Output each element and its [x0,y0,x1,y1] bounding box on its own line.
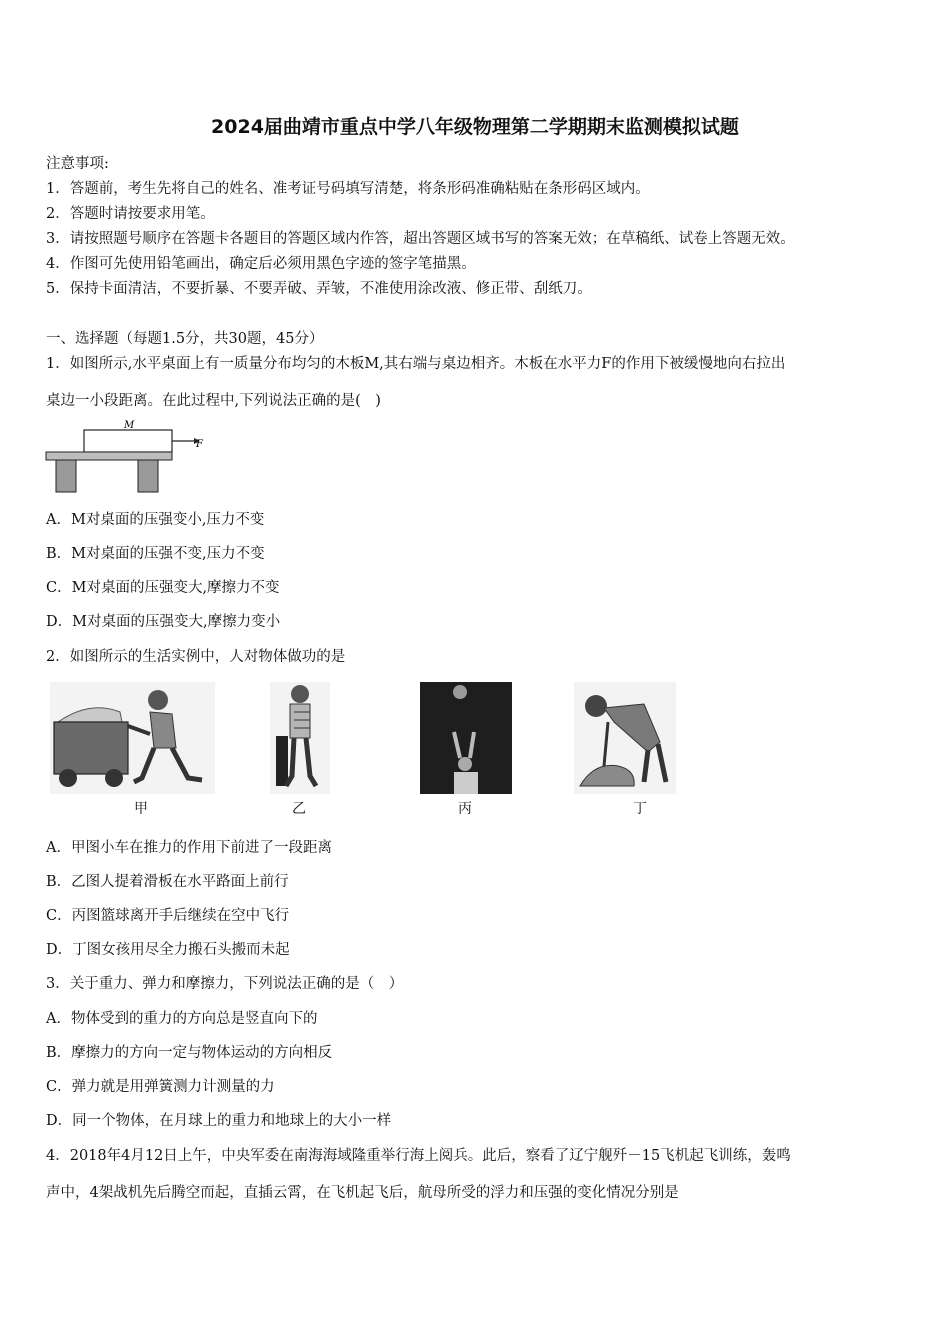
notice-item: 2．答题时请按要求用笔。 [46,206,215,222]
q3-option-c: C．弹力就是用弹簧测力计测量的力 [46,1079,275,1095]
q2-stem: 2．如图所示的生活实例中，人对物体做功的是 [46,649,346,665]
notice-item: 3．请按照题号顺序在答题卡各题目的答题区域内作答，超出答题区域书写的答案无效；在草稿纸、试卷上答题无效。 [46,231,795,247]
q3-option-d: D．同一个物体，在月球上的重力和地球上的大小一样 [46,1113,392,1129]
q1-option-b: B．M对桌面的压强不变,压力不变 [46,546,265,562]
q2-option-b: B．乙图人提着滑板在水平路面上前行 [46,874,289,890]
q1-stem-line2: 桌边一小段距离。在此过程中,下列说法正确的是( ) [46,393,381,409]
q3-stem: 3．关于重力、弹力和摩擦力，下列说法正确的是（ ） [46,976,404,992]
board-label: M [124,420,135,431]
notice-item: 1．答题前，考生先将自己的姓名、准考证号码填写清楚，将条形码准确粘贴在条形码区域内。 [46,181,650,197]
board-rect [84,430,172,452]
notice-heading: 注意事项: [46,156,109,172]
q4-stem-line1: 4．2018年4月12日上午，中央军委在南海海域隆重举行海上阅兵。此后，察看了辽宁舰歼－15飞机起飞训练，轰鸣 [46,1148,791,1164]
notice-item: 5．保持卡面清洁，不要折暴、不要弄破、弄皱，不准使用涂改液、修正带、刮纸刀。 [46,281,592,297]
q1-option-c: C．M对桌面的压强变大,摩擦力不变 [46,580,280,596]
q2-option-d: D．丁图女孩用尽全力搬石头搬而未起 [46,942,290,958]
figure-caption-jia: 甲 [134,801,148,817]
section-heading: 一、选择题（每题1.5分，共30题，45分） [46,331,324,347]
q3-option-b: B．摩擦力的方向一定与物体运动的方向相反 [46,1045,333,1061]
table-board-figure [44,416,214,496]
basketball-shot-illustration [420,682,512,794]
q1-option-a: A．M对桌面的压强变小,压力不变 [46,512,265,528]
table-leg-right [138,460,158,492]
q1-option-d: D．M对桌面的压强变大,摩擦力变小 [46,614,281,630]
q2-option-c: C．丙图篮球离开手后继续在空中飞行 [46,908,290,924]
boy-pushing-cart-illustration [50,682,215,794]
table-top [46,452,172,460]
page-title: 2024届曲靖市重点中学八年级物理第二学期期末监测模拟试题 [211,116,739,138]
figure-caption-bing: 丙 [458,801,472,817]
q2-option-a: A．甲图小车在推力的作用下前进了一段距离 [46,840,332,856]
girl-lifting-stone-illustration [574,682,676,794]
q1-stem-line1: 1．如图所示,水平桌面上有一质量分布均匀的木板M,其右端与桌边相齐。木板在水平力F的作用下被缓慢地向右拉出 [46,356,786,372]
table-leg-left [56,460,76,492]
notice-item: 4．作图可先使用铅笔画出，确定后必须用黑色字迹的签字笔描黑。 [46,256,476,272]
q3-option-a: A．物体受到的重力的方向总是竖直向下的 [46,1011,318,1027]
figure-caption-ding: 丁 [633,801,647,817]
q4-stem-line2: 声中，4架战机先后腾空而起，直插云霄，在飞机起飞后，航母所受的浮力和压强的变化情况分别是 [46,1185,679,1201]
figure-caption-yi: 乙 [292,801,306,817]
boy-carrying-skateboard-illustration [270,682,330,794]
force-label: F [196,439,203,450]
